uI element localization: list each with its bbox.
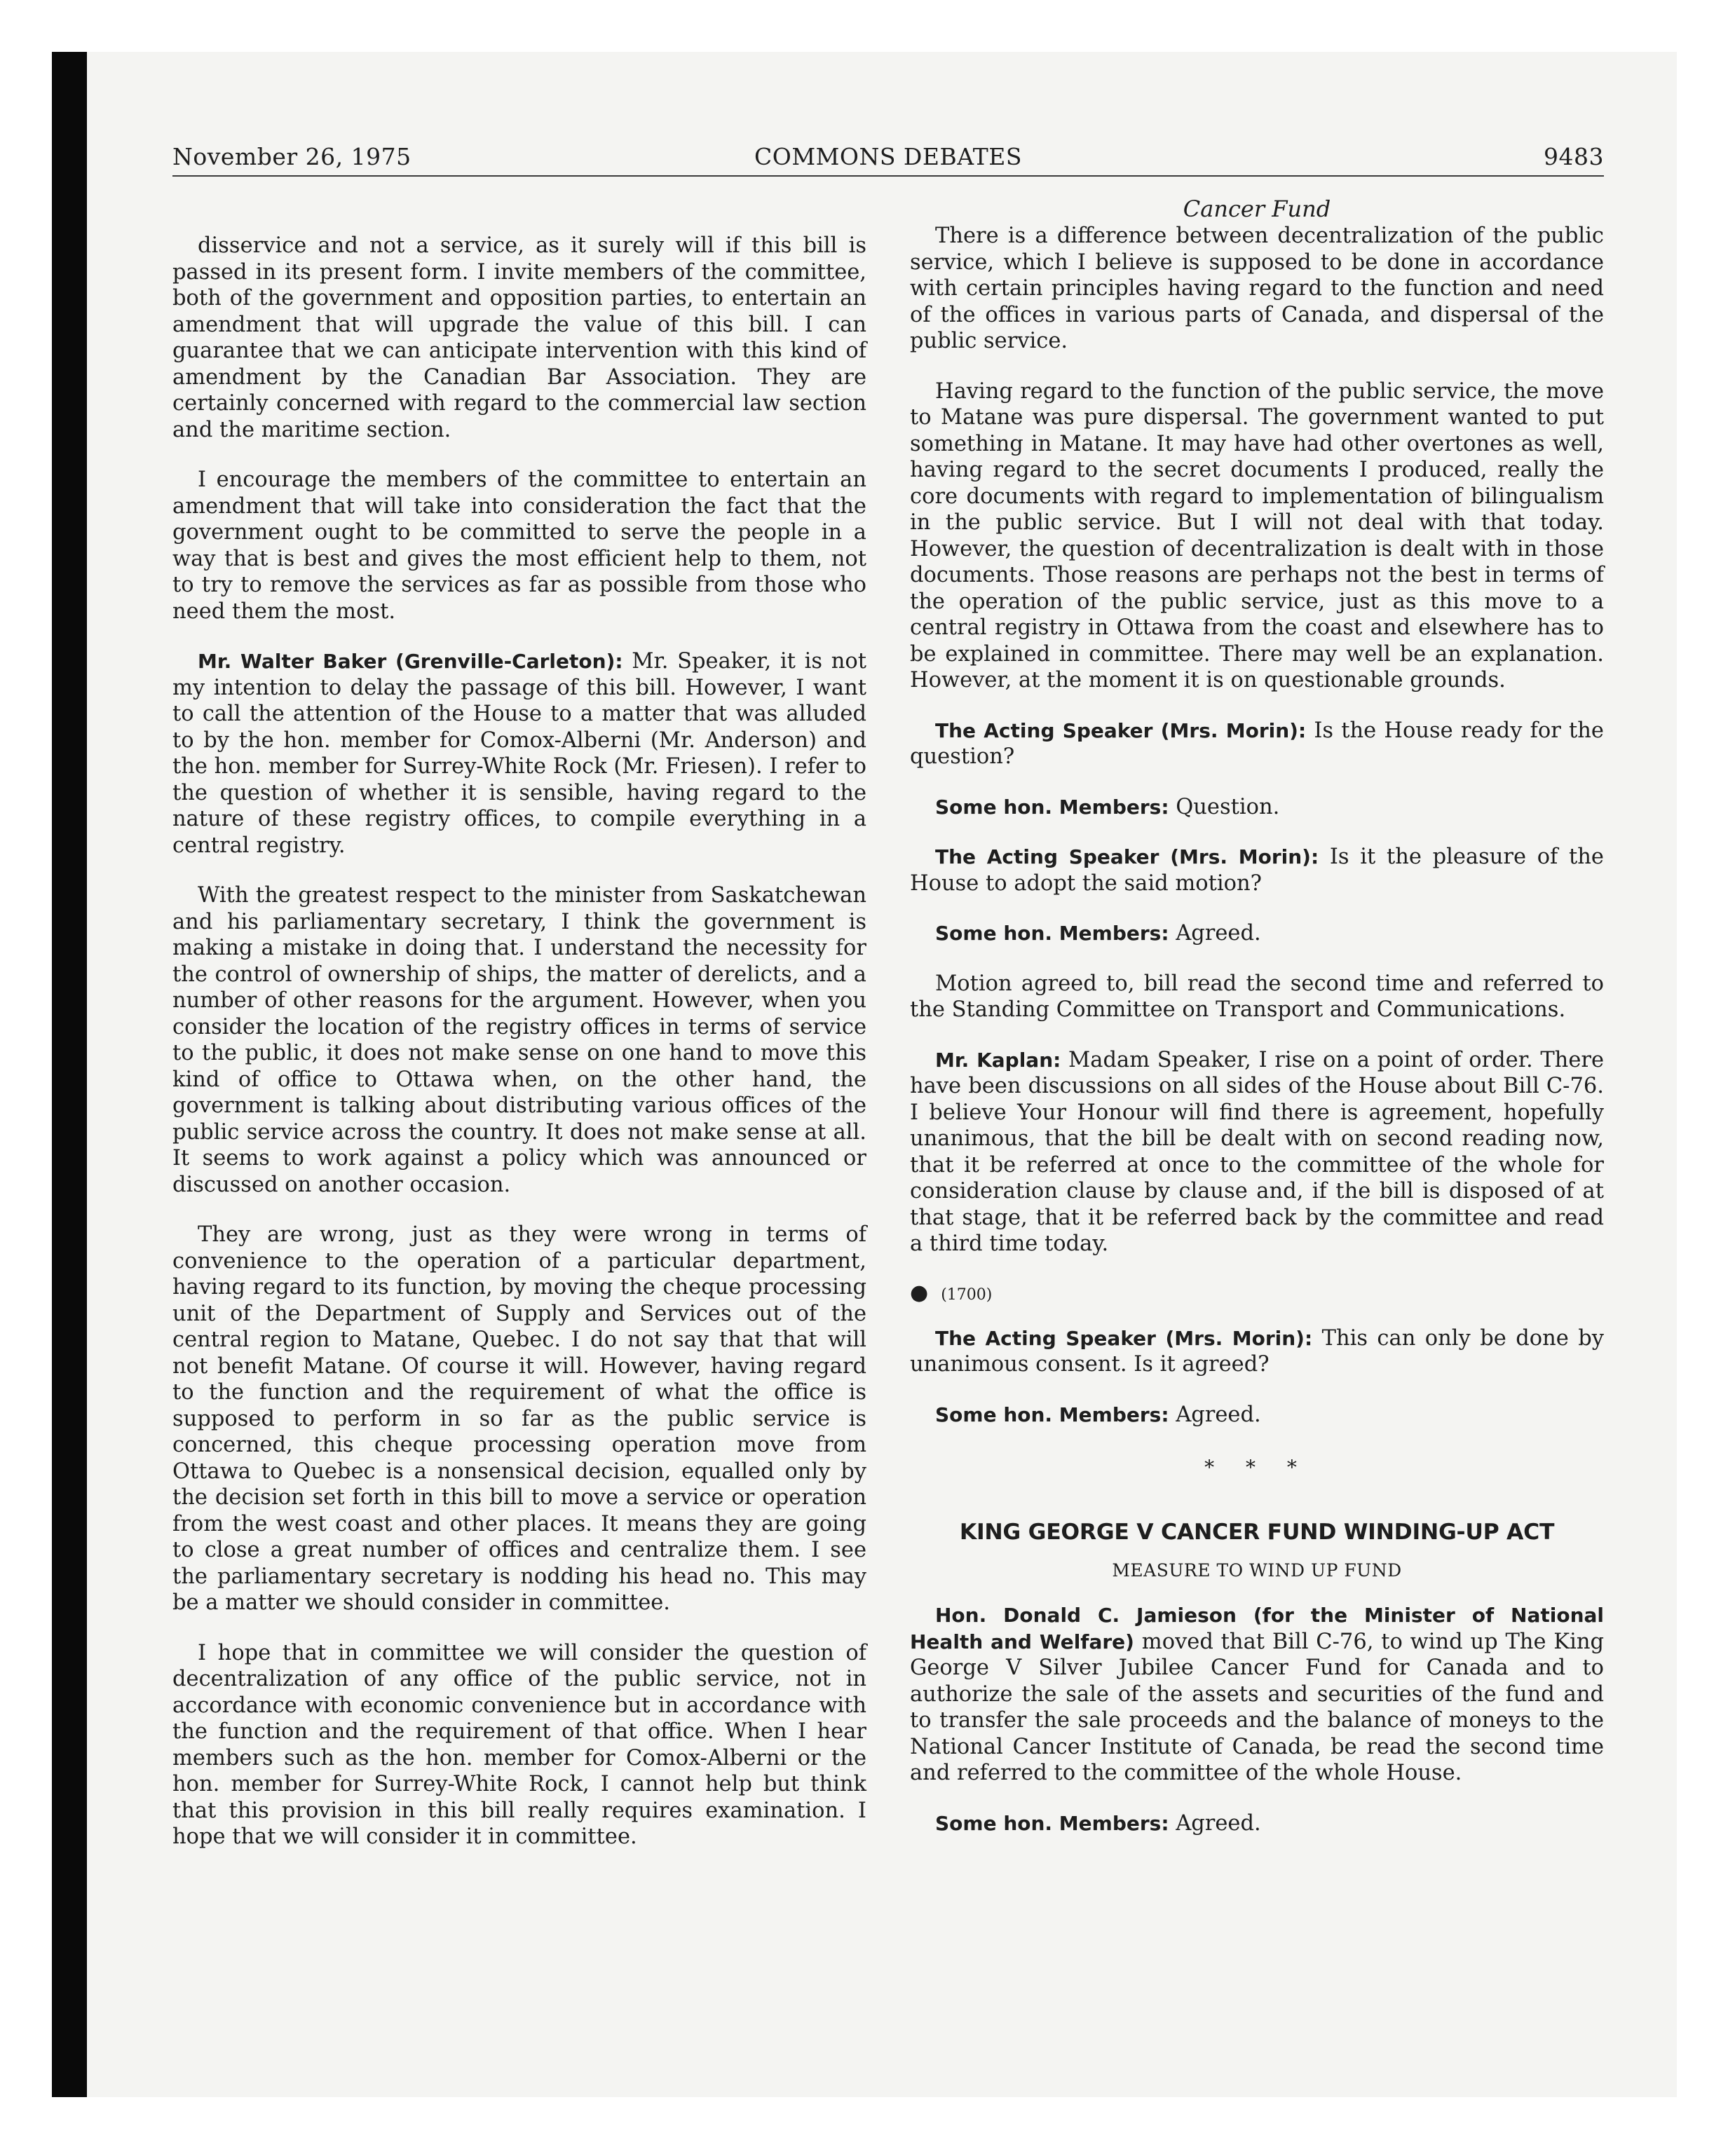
paragraph-text: disservice and not a service, as it surely will if this bill is passed in its present form. I invite members of the committee, both of the government and opposition parties, to entertain an amendment that will upgrade the value of this bill. I can guarantee that we can anticipate intervention with this kind of amendment by the Canadian Bar Association. They are certainly concerned with regard to the commercial law section and the maritime section. <box>172 233 866 442</box>
paragraph-text: This can only be done by unanimous consent. Is it agreed? <box>910 1325 1604 1377</box>
paragraph-text: Is the House ready for the question? <box>910 718 1604 769</box>
header-date: November 26, 1975 <box>172 143 411 170</box>
paragraph <box>910 920 1604 947</box>
paragraph-text: Question. <box>1176 794 1280 819</box>
left-column-paragraphs <box>172 233 866 1850</box>
time-marker-text: (1700) <box>941 1285 993 1304</box>
paragraph-text: Agreed. <box>1176 921 1261 946</box>
paragraph <box>910 844 1604 896</box>
time-marker <box>910 1281 1604 1307</box>
paragraph-text: I encourage the members of the committee to entertain an amendment that will take into consideration the fact that the government ought to be committed to serve the people in a way that is best and gives the most efficient help to them, not to try to remove the services as far as possible from those who need them the most. <box>172 468 866 624</box>
speaker-name: Some hon. Members: <box>935 795 1169 819</box>
speaker-name: Hon. Donald C. Jamieson (for the Minister of National Health and Welfare) <box>910 1604 1604 1653</box>
paragraph <box>910 971 1604 1023</box>
paragraph <box>910 794 1604 821</box>
header-title: COMMONS DEBATES <box>754 143 1022 170</box>
speaker-name: Some hon. Members: <box>935 1403 1169 1426</box>
header-page-number: 9483 <box>1544 143 1604 170</box>
speaker-name: Some hon. Members: <box>935 922 1169 945</box>
paragraph <box>910 1047 1604 1257</box>
page-header <box>172 142 1604 177</box>
paragraph <box>910 1810 1604 1837</box>
paragraph-text: Madam Speaker, I rise on a point of order. There have been discussions on all sides of the House about Bill C-76. I believe Your Honour will find there is agreement, hopefully unanimous, that the bill be dealt with on second reading now, that it be referred at once to the committee of the whole for consideration clause by clause and, if the bill is disposed of at that stage, that it be referred back by the committee and read a third time today. <box>910 1047 1604 1256</box>
paragraph <box>910 378 1604 694</box>
speaker-name: Mr. Walter Baker (Grenville-Carleton): <box>198 650 623 673</box>
paragraph-text: With the greatest respect to the minister from Saskatchewan and his parliamentary secretary, I think the government is making a mistake in doing that. I understand the necessity for the control of ownership of ships, the matter of derelicts, and a number of other reasons for the argument. However, when you consider the location of the registry offices in terms of service to the public, it does not make sense on one hand to move this kind of office to Ottawa when, on the other hand, the government is talking about distributing various offices of the public service across the country. It does not make sense at all. It seems to work against a policy which was announced or discussed on another occasion. <box>172 883 866 1197</box>
paragraph-text: Having regard to the function of the public service, the move to Matane was pure dispersal. The government wanted to put something in Matane. It may have had other overtones as well, having regard to the secret documents I produced, really the core documents with regard to implementation of bilingualism in the public service. But I will not deal with that today. However, the question of decentralization is dealt with in those documents. Those reasons are perhaps not the best in terms of the operation of the public service, just as this move to a central registry in Ottawa from the coast and elsewhere has to be explained in committee. There may well be an explanation. However, at the moment it is on questionable grounds. <box>910 378 1604 692</box>
paragraph-text: There is a difference between decentralization of the public service, which I believe is supposed to be done in accordance with certain principles having regard to the function and need of the offices in various parts of Canada, and dispersal of the public service. <box>910 224 1604 353</box>
paragraph <box>910 1325 1604 1378</box>
paragraph-text: Agreed. <box>1176 1810 1261 1836</box>
act-title: KING GEORGE V CANCER FUND WINDING-UP ACT <box>959 1520 1555 1545</box>
paragraph <box>172 233 866 443</box>
paragraph-text: They are wrong, just as they were wrong in terms of convenience to the operation of a particular department, having regard to its function, by moving the cheque processing unit of the Department of Supply and Services out of the central region to Matane, Quebec. I do not say that that will not benefit Matane. Of course it will. However, having regard to the function and the requirement of what the office is supposed to perform in so far as the public service is concerned, this cheque processing operation move from Ottawa to Quebec is a nonsensical decision, equalled only by the decision set forth in this bill to move a service or operation from the west coast and other places. It means they are going to close a great number of offices and centralize them. I see the parliamentary secretary is nodding his head no. This may be a matter we should consider in committee. <box>172 1222 866 1615</box>
left-column <box>172 195 866 1874</box>
paragraph <box>172 882 866 1198</box>
speaker-name: Some hon. Members: <box>935 1811 1169 1835</box>
right-block-c <box>910 1602 1604 1836</box>
paragraph-text: Agreed. <box>1176 1402 1261 1427</box>
paragraph-text: Motion agreed to, bill read the second time and referred to the Standing Committee on Transport and Communications. <box>910 971 1604 1022</box>
right-block-a <box>910 223 1604 1257</box>
paragraph-text: Is it the pleasure of the House to adopt the said motion? <box>910 845 1604 896</box>
paragraph <box>172 648 866 859</box>
paragraph <box>910 1602 1604 1787</box>
paragraph <box>172 467 866 625</box>
paragraph-text: Mr. Speaker, it is not my intention to delay the passage of this bill. However, I want to call the attention of the House to a matter that was alluded to by the hon. member for Comox-Alberni (Mr. Anderson) and the hon. member for Surrey-White Rock (Mr. Friesen). I refer to the question of whether it is sensible, having regard to the nature of these registry offices, to compile everything in a central registry. <box>172 649 866 858</box>
act-subtitle: MEASURE TO WIND UP FUND <box>1112 1560 1402 1581</box>
speaker-name: Mr. Kaplan: <box>935 1048 1061 1072</box>
speaker-name: The Acting Speaker (Mrs. Morin): <box>935 718 1307 742</box>
paragraph <box>910 1402 1604 1428</box>
left-column-top-spacer <box>172 195 866 233</box>
paragraph <box>172 1222 866 1616</box>
running-head: Cancer Fund <box>1183 196 1331 222</box>
paragraph <box>172 1640 866 1850</box>
section-separator: * * * <box>1204 1456 1309 1479</box>
paragraph-text: moved that Bill C-76, to wind up The King George V Silver Jubilee Cancer Fund for Canada and to authorize the sale of the assets and securities of the fund and to transfer the sale proceeds and the balance of moneys to the National Cancer Institute of Canada, be read the second time and referred to the committee of the whole House. <box>910 1629 1605 1785</box>
right-column <box>910 195 1604 1860</box>
speaker-name: The Acting Speaker (Mrs. Morin): <box>935 845 1319 868</box>
scan-edge-bar <box>52 52 87 2097</box>
bullet-icon: ● <box>910 1280 929 1305</box>
paragraph <box>910 223 1604 355</box>
paragraph <box>910 718 1604 770</box>
speaker-name: The Acting Speaker (Mrs. Morin): <box>935 1326 1313 1350</box>
right-block-b <box>910 1325 1604 1428</box>
paragraph-text: I hope that in committee we will consider the question of decentralization of any office of the public service, not in accordance with economic convenience but in accordance with the function and the requirement of that office. When I hear members such as the hon. member for Comox-Alberni or the hon. member for Surrey-White Rock, I cannot help but think that this provision in this bill really requires examination. I hope that we will consider it in committee. <box>172 1640 866 1849</box>
